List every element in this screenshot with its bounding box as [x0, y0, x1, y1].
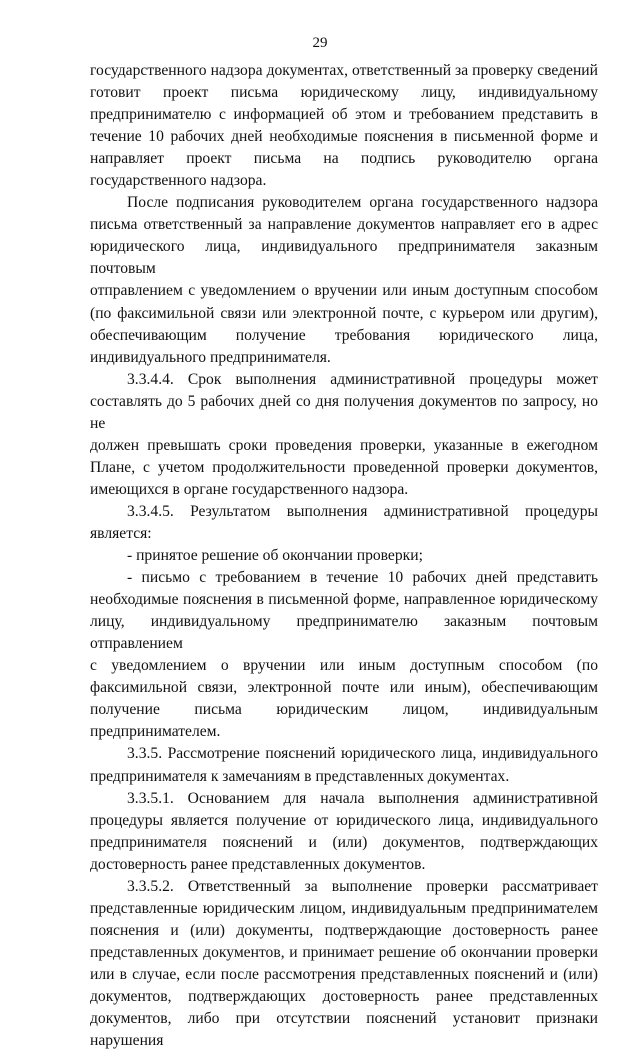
text-line: представленные юридическим лицом, индивидуальным предпринимателем: [90, 899, 598, 917]
text-line: государственного надзора документах, ответственный за проверку сведений: [90, 62, 598, 79]
text-line: документов, либо при отсутствии пояснений установит признаки нарушения: [90, 1010, 598, 1050]
text-line: или в случае, если после рассмотрения представленных пояснений и (или): [90, 965, 598, 983]
text-line: имеющихся в органе государственного надзора.: [90, 480, 409, 498]
text-line: является:: [90, 524, 152, 542]
text-line: представленных документов, и принимает решение об окончании проверки: [90, 943, 598, 961]
text-line: должен превышать сроки проведения проверки, указанные в ежегодном: [90, 436, 598, 454]
text-line: предпринимателя пояснений и (или) документов, подтверждающих: [90, 833, 598, 851]
text-line: направляет проект письма на подпись руководителю органа: [90, 150, 598, 168]
text-line: составлять до 5 рабочих дней со дня получения документов по запросу, но не: [90, 392, 598, 432]
text-line: письма ответственный за направление документов направляет его в адрес: [90, 216, 598, 234]
text-line: 3.3.5. Рассмотрение пояснений юридического лица, индивидуального: [127, 745, 598, 763]
text-line: - письмо с требованием в течение 10 рабочих дней представить: [127, 569, 598, 587]
text-line: лицу, индивидуальному предпринимателю заказным почтовым отправлением: [90, 613, 598, 653]
text-line: течение 10 рабочих дней необходимые пояснения в письменной форме и: [90, 128, 598, 146]
text-line: обеспечивающим получение требования юридического лица,: [90, 326, 598, 344]
text-line: отправлением с уведомлением о вручении или иным доступным способом: [90, 282, 598, 300]
text-line: государственного надзора.: [90, 172, 267, 190]
text-line: документов, подтверждающих достоверность ранее представленных: [90, 987, 598, 1005]
text-line: - принятое решение об окончании проверки;: [127, 547, 423, 565]
text-line: После подписания руководителем органа государственного надзора: [127, 194, 598, 212]
text-line: индивидуального предпринимателя.: [90, 348, 331, 366]
text-line: 3.3.4.4. Срок выполнения административной процедуры может: [127, 370, 598, 388]
text-line: (по факсимильной связи или электронной почте, с курьером или другим),: [90, 304, 598, 322]
text-line: Плане, с учетом продолжительности проведенной проверки документов,: [90, 458, 598, 476]
text-line: юридического лица, индивидуального предпринимателя заказным почтовым: [90, 238, 598, 278]
page-number: 29: [312, 35, 328, 51]
text-line: получение письма юридическим лицом, индивидуальным предпринимателем.: [90, 701, 598, 741]
document-body: [90, 60, 598, 1052]
text-line: предпринимателю с информацией об этом и требованием представить в: [90, 106, 598, 124]
text-line: пояснения и (или) документы, подтверждающие достоверность ранее: [90, 921, 598, 939]
text-line: 3.3.4.5. Результатом выполнения административной процедуры: [127, 502, 598, 520]
text-line: 3.3.5.1. Основанием для начала выполнения административной: [127, 789, 598, 807]
text-line: необходимые пояснения в письменной форме, направленное юридическому: [90, 591, 598, 609]
text-line: 3.3.5.2. Ответственный за выполнение проверки рассматривает: [127, 877, 598, 895]
text-line: готовит проект письма юридическому лицу, индивидуальному: [90, 84, 598, 102]
text-line: достоверность ранее представленных документов.: [90, 855, 426, 873]
text-line: предпринимателя к замечаниям в представленных документах.: [90, 767, 510, 785]
text-line: с уведомлением о вручении или иным доступным способом (по: [90, 657, 598, 675]
text-line: факсимильной связи, электронной почте или иным), обеспечивающим: [90, 679, 598, 697]
text-line: процедуры является получение от юридического лица, индивидуального: [90, 811, 598, 829]
